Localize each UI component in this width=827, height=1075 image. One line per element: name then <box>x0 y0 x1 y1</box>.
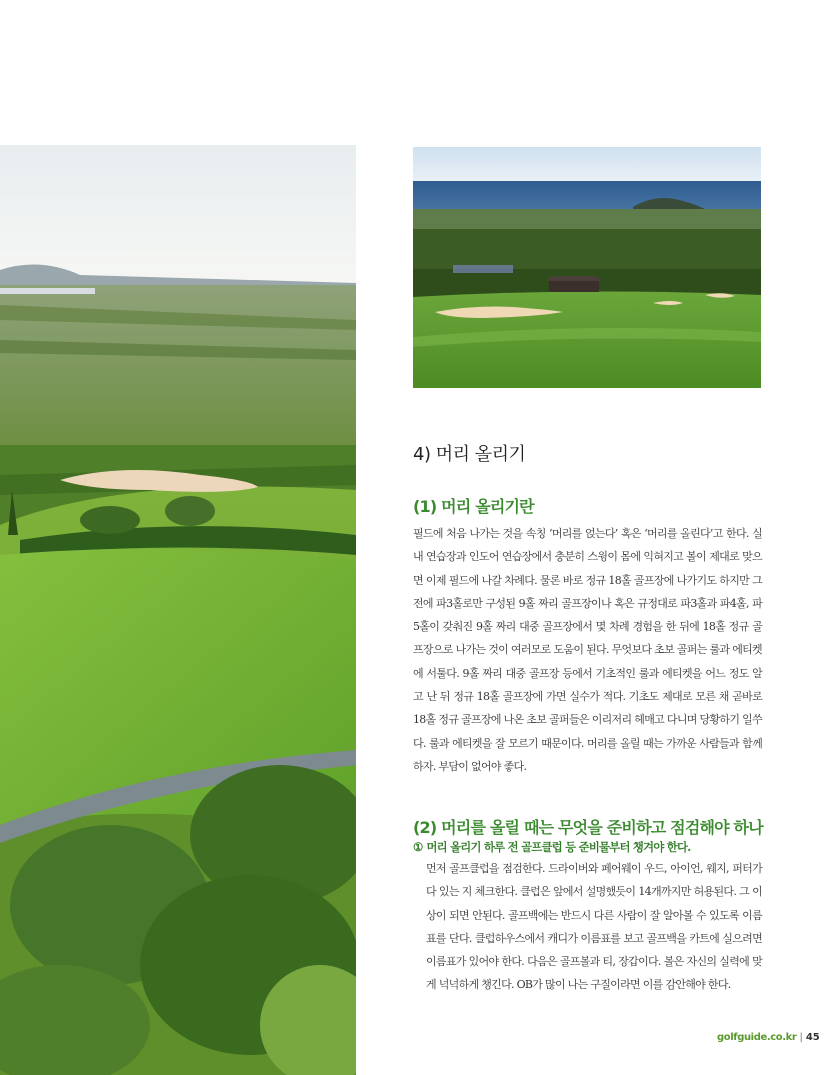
checklist-item-1-title <box>413 839 690 855</box>
section-heading: 4) 머리 올리기 <box>413 444 526 465</box>
golf-course-ocean-view-icon <box>413 147 761 388</box>
golf-course-landscape-photo <box>0 145 356 1075</box>
golf-course-landscape-icon <box>0 145 356 1075</box>
golf-course-ocean-photo <box>413 147 761 388</box>
website-link[interactable]: golfguide.co.kr <box>717 1032 797 1043</box>
subsection-heading-2: (2) 머리를 올릴 때는 무엇을 준비하고 점검해야 하나 <box>413 818 763 837</box>
page-footer <box>717 1032 820 1043</box>
footer-separator: | <box>799 1032 803 1043</box>
subsection-1-body: 필드에 처음 나가는 것을 속칭 ‘머리를 얹는다’ 혹은 ‘머리를 올린다’고 한다. 실내 연습장과 인도어 연습장에서 충분히 스윙이 몸에 익혀지고 볼이 제대로 맞으면 이제 필드에 나갈 차례다. 물론 바로 정규 18홀 골프장에 나가기도 하지만 그 전에 파3홀로만 구성된 9홀 짜리 골프장이나 혹은 규정대로 파3홀과 파4홀, 파5홀이 갖춰진 9홀 짜리 대중 골프장에서 몇 차례 경험을 한 뒤에 18홀 정규 골프장으로 나가는 것이 여러모로 도움이 된다. 무엇보다 초보 골퍼는 룰과 에티켓에 서툴다. 9홀 짜리 대중 골프장 등에서 기초적인 룰과 에티켓을 어느 정도 알고 난 뒤 정규 18홀 골프장에 가면 실수가 적다. 기초도 제대로 모른 채 곧바로 18홀 정규 골프장에 나온 초보 골퍼들은 이리저리 헤매고 다니며 당황하기 일쑤다. 룰과 에티켓을 잘 모르기 때문이다. 머리를 올릴 때는 가까운 사람들과 함께 하자. 부담이 없어야 좋다. <box>413 527 762 773</box>
checklist-item-number: ① <box>413 840 423 854</box>
checklist-item-title-text: 머리 올리기 하루 전 골프클럽 등 준비물부터 챙겨야 한다. <box>426 840 691 854</box>
subsection-heading-1: (1) 머리 올리기란 <box>413 497 534 516</box>
checklist-item-1-body: 먼저 골프클럽을 점검한다. 드라이버와 페어웨이 우드, 아이언, 웨지, 퍼터가 다 있는 지 체크한다. 클럽은 앞에서 설명했듯이 14개까지만 허용된다. 그 이상이 되면 안된다. 골프백에는 반드시 다른 사람이 잘 알아볼 수 있도록 이름표를 단다. 클럽하우스에서 캐디가 이름표를 보고 골프백을 카트에 실으려면 이름표가 있어야 한다. 다음은 골프볼과 티, 장갑이다. 볼은 자신의 실력에 맞게 넉넉하게 챙긴다. OB가 많이 나는 구질이라면 이를 감안해야 한다. <box>426 862 762 992</box>
page-number: 45 <box>805 1032 820 1043</box>
